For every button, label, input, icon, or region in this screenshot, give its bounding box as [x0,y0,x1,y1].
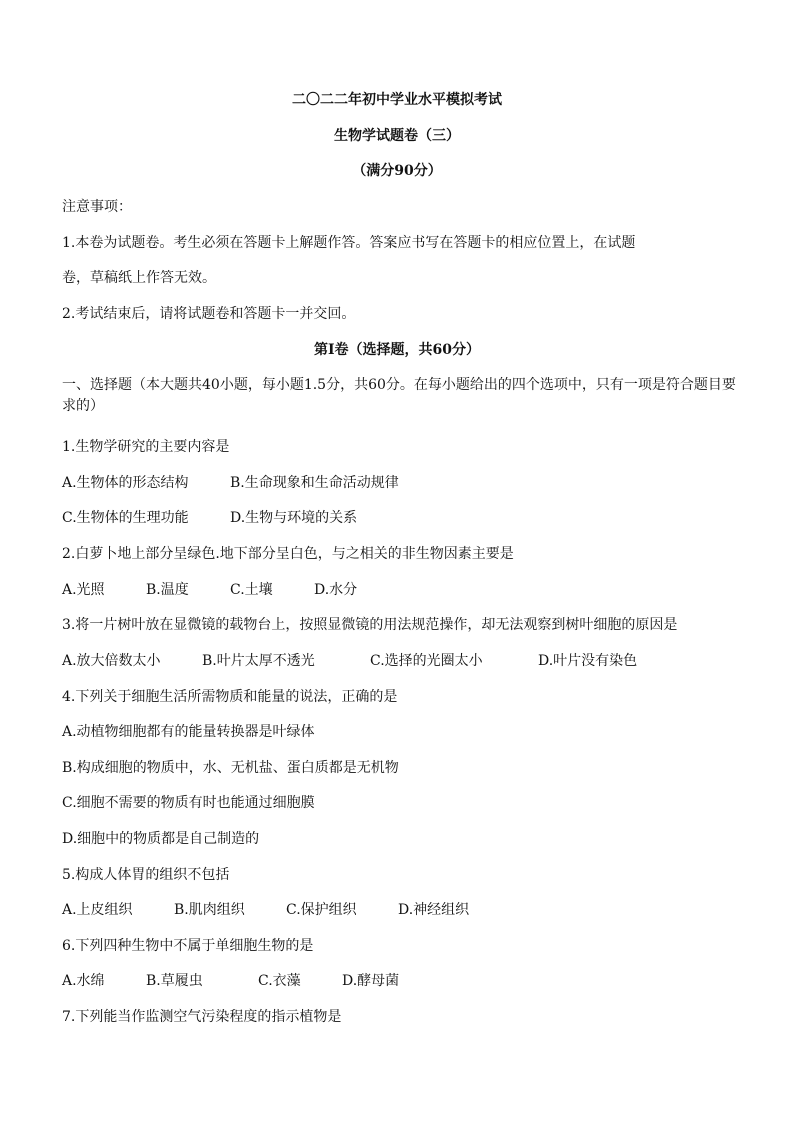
question-2-option-d: D.水分 [314,582,358,598]
question-3-stem: 3.将一片树叶放在显微镜的载物台上，按照显微镜的用法规范操作，却无法观察到树叶细胞的原因是 [62,617,678,633]
exam-score: （满分90分） [352,163,442,179]
question-1-options-row-1 [62,473,742,493]
question-5-stem: 5.构成人体胃的组织不包括 [62,867,230,883]
question-1-option-c: C.生物体的生理功能 [62,510,189,526]
question-1-stem: 1.生物学研究的主要内容是 [62,439,230,455]
section-instructions: 一、选择题（本大题共40小题，每小题1.5分，共60分。在每小题给出的四个选项中，只有一项是符合题目要求的） [62,377,736,414]
question-1-option-b: B.生命现象和生命活动规律 [230,475,399,491]
question-6-option-c: C.衣藻 [258,973,301,989]
notes-item-1-line-2: 卷，草稿纸上作答无效。 [62,270,216,286]
question-6-options [62,971,742,991]
question-5-option-a: A.上皮组织 [62,902,133,918]
question-2-options [62,580,742,600]
question-1-option-d: D.生物与环境的关系 [230,510,358,526]
question-2-option-a: A.光照 [62,582,105,598]
question-6-stem: 6.下列四种生物中不属于单细胞生物的是 [62,938,314,954]
notes-item-1-line-1: 1.本卷为试题卷。考生必须在答题卡上解题作答。答案应书写在答题卡的相应位置上，在试题 [62,235,636,251]
question-3-options [62,651,742,671]
question-4-stem: 4.下列关于细胞生活所需物质和能量的说法，正确的是 [62,689,398,705]
question-5-options [62,900,742,920]
question-2-stem: 2.白萝卜地上部分呈绿色.地下部分呈白色，与之相关的非生物因素主要是 [62,546,514,562]
question-3-option-c: C.选择的光圈太小 [370,653,483,669]
question-7-stem: 7.下列能当作监测空气污染程度的指示植物是 [62,1009,342,1025]
question-5-option-c: C.保护组织 [286,902,357,918]
question-4-option-d: D.细胞中的物质都是自己制造的 [62,831,260,847]
question-4-option-b: B.构成细胞的物质中，水、无机盐、蛋白质都是无机物 [62,760,399,776]
notes-heading: 注意事项： [62,199,132,215]
question-3-option-d: D.叶片没有染色 [538,653,638,669]
question-6-option-a: A.水绵 [62,973,105,989]
section-title: 第Ⅰ卷（选择题，共60分） [313,342,481,358]
question-3-option-a: A.放大倍数太小 [62,653,161,669]
question-5-option-d: D.神经组织 [398,902,470,918]
question-6-option-b: B.草履虫 [146,973,203,989]
question-2-option-b: B.温度 [146,582,189,598]
question-3-option-b: B.叶片太厚不透光 [202,653,315,669]
question-1-option-a: A.生物体的形态结构 [62,475,189,491]
exam-subtitle: 生物学试题卷（三） [334,128,460,144]
exam-title: 二〇二二年初中学业水平模拟考试 [292,92,502,108]
question-4-option-c: C.细胞不需要的物质有时也能通过细胞膜 [62,795,315,811]
notes-item-2: 2.考试结束后，请将试题卷和答题卡一并交回。 [62,306,356,322]
question-1-options-row-2 [62,508,742,528]
question-6-option-d: D.酵母菌 [342,973,400,989]
question-2-option-c: C.土壤 [230,582,273,598]
question-4-option-a: A.动植物细胞都有的能量转换器是叶绿体 [62,724,315,740]
question-5-option-b: B.肌肉组织 [174,902,245,918]
